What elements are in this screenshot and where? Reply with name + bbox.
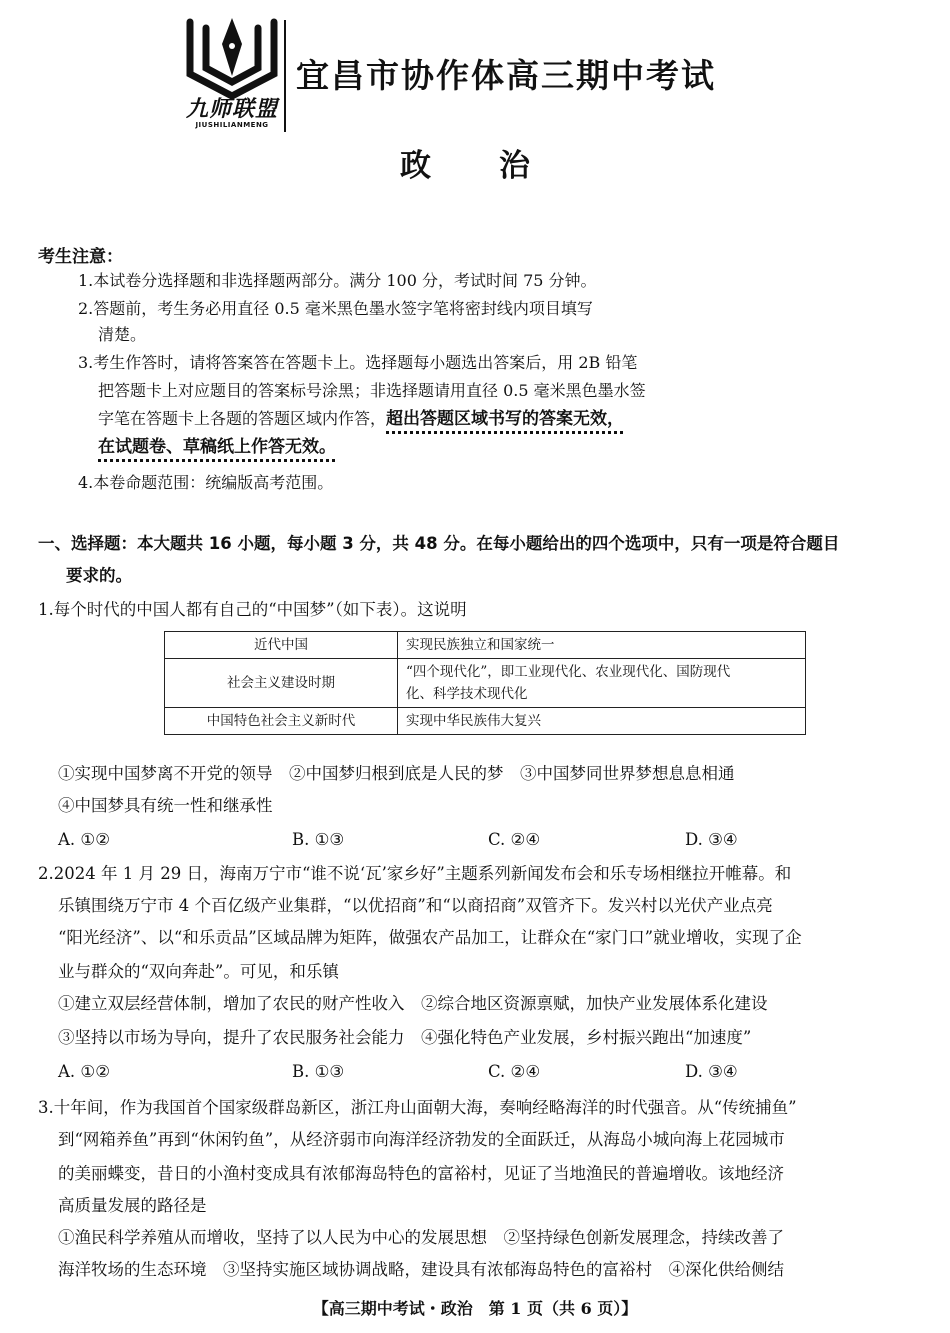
table-cell: 实现民族独立和国家统一 <box>398 632 806 659</box>
q2-options-2: ③坚持以市场为导向，提升了农民服务社会能力 ④强化特色产业发展，乡村振兴跑出“加速度” <box>58 1028 752 1047</box>
q1-options-2: ④中国梦具有统一性和继承性 <box>58 796 273 815</box>
q1-options-1: ①实现中国梦离不开党的领导 ②中国梦归根到底是人民的梦 ③中国梦同世界梦想息息相通 <box>58 764 735 783</box>
table-cell: 近代中国 <box>165 632 398 659</box>
table-cell: 中国特色社会主义新时代 <box>165 708 398 735</box>
q1-choice-a: A. ①② <box>58 830 110 849</box>
notice-item-2: 2.答题前，考生务必用直径 0.5 毫米黑色墨水签字笔将密封线内项目填写 <box>78 299 593 318</box>
q2-line-2: 乐镇围绕万宁市 4 个百亿级产业集群，“以优招商”和“以商招商”双管齐下。发兴村以光伏产业点亮 <box>58 896 773 915</box>
q2-options-1: ①建立双层经营体制，增加了农民的财产性收入 ②综合地区资源禀赋，加快产业发展体系化建设 <box>58 994 768 1013</box>
notice-heading: 考生注意： <box>38 247 123 267</box>
emphasis-draft-invalid: 在试题卷、草稿纸上作答无效。 <box>98 437 336 457</box>
table-cell: 实现中华民族伟大复兴 <box>398 708 806 735</box>
q1-choice-c: C. ②④ <box>488 830 541 849</box>
q3-options-2: 海洋牧场的生态环境 ③坚持实施区域协调战略，建设具有浓郁海岛特色的富裕村 ④深化供给侧结 <box>58 1260 784 1279</box>
table-row <box>165 632 806 659</box>
q3-line-2: 到“网箱养鱼”再到“休闲钓鱼”，从经济弱市向海洋经济勃发的全面跃迁，从海岛小城向海上花园城市 <box>58 1130 785 1149</box>
q1-table <box>164 631 806 735</box>
q2-choice-b: B. ①③ <box>292 1062 345 1081</box>
notice-item-2-cont: 清楚。 <box>98 325 147 344</box>
table-cell: “四个现代化”，即工业现代化、农业现代化、国防现代 化、科学技术现代化 <box>398 659 806 708</box>
notice-item-3: 3.考生作答时，请将答案答在答题卡上。选择题每小题选出答案后，用 2B 铅笔 <box>78 353 638 372</box>
table-cell: 社会主义建设时期 <box>165 659 398 708</box>
page-footer: 【高三期中考试・政治 第 1 页（共 6 页）】 <box>312 1299 638 1318</box>
q2-line-3: “阳光经济”、以“和乐贡品”区域品牌为矩阵，做强农产品加工，让群众在“家门口”就业增收，实现了企 <box>58 928 802 947</box>
q3-line-1: 3.十年间，作为我国首个国家级群岛新区，浙江舟山面朝大海，奏响经略海洋的时代强音。从“传统捕鱼” <box>38 1098 797 1117</box>
subject-title: 政治 <box>400 148 598 184</box>
q3-line-3: 的美丽蝶变，昔日的小渔村变成具有浓郁海岛特色的富裕村，见证了当地渔民的普遍增收。该地经济 <box>58 1164 784 1183</box>
section-heading: 一、选择题：本大题共 16 小题，每小题 3 分，共 48 分。在每小题给出的四个选项中，只有一项是符合题目 <box>38 534 840 553</box>
q1-stem: 1.每个时代的中国人都有自己的“中国梦”（如下表）。这说明 <box>38 600 467 619</box>
notice-item-3-cont2: 字笔在答题卡上各题的答题区域内作答，超出答题区域书写的答案无效， <box>98 409 625 429</box>
q2-choice-c: C. ②④ <box>488 1062 541 1081</box>
notice-item-4: 4.本卷命题范围：统编版高考范围。 <box>78 473 334 492</box>
q1-choice-d: D. ③④ <box>685 830 738 849</box>
q3-options-1: ①渔民科学养殖从而增收，坚持了以人民为中心的发展思想 ②坚持绿色创新发展理念，持续改善了 <box>58 1228 784 1247</box>
q2-line-4: 业与群众的“双向奔赴”。可见，和乐镇 <box>58 962 339 981</box>
notice-item-3-cont1: 把答题卡上对应题目的答案标号涂黑；非选择题请用直径 0.5 毫米黑色墨水签 <box>98 381 646 400</box>
section-heading-cont: 要求的。 <box>66 566 132 585</box>
exam-title: 宜昌市协作体高三期中考试 <box>296 56 716 95</box>
q2-line-1: 2.2024 年 1 月 29 日，海南万宁市“谁不说‘瓦’家乡好”主题系列新闻发布会和乐专场相继拉开帷幕。和 <box>38 864 792 883</box>
q2-choice-a: A. ①② <box>58 1062 110 1081</box>
q2-choice-d: D. ③④ <box>685 1062 738 1081</box>
notice-item-1: 1.本试卷分选择题和非选择题两部分。满分 100 分，考试时间 75 分钟。 <box>78 271 597 290</box>
table-row <box>165 659 806 708</box>
q3-line-4: 高质量发展的路径是 <box>58 1196 207 1215</box>
logo-text: 九师联盟 <box>185 97 278 122</box>
emphasis-answer-invalid: 超出答题区域书写的答案无效， <box>386 409 625 429</box>
table-row <box>165 708 806 735</box>
q1-choice-b: B. ①③ <box>292 830 345 849</box>
header-divider <box>284 20 286 132</box>
notice-item-3-cont3 <box>98 434 336 460</box>
logo-subtext: JIUSHILIANMENG <box>195 121 269 129</box>
